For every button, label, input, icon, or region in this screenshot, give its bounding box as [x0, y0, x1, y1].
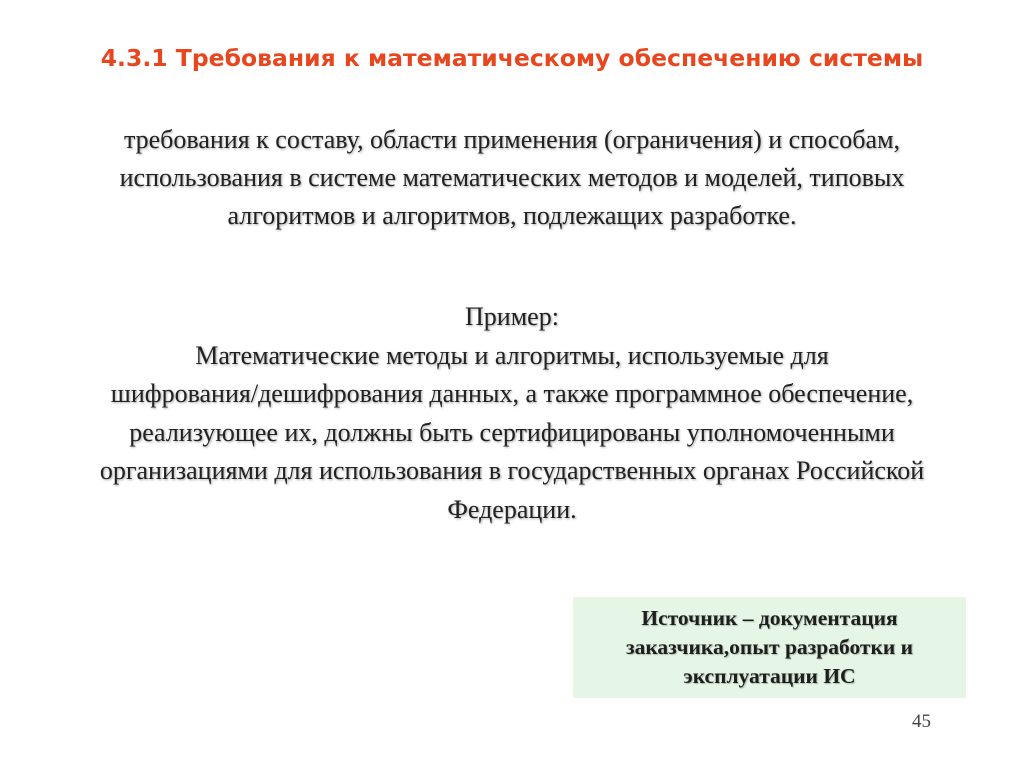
definition-line: требования к составу, области применения (ограничения) и способам, [123, 125, 901, 154]
source-line: Источник – документация [641, 606, 898, 630]
definition-text [0, 121, 1024, 235]
definition-line: алгоритмов и алгоритмов, подлежащих разработке. [227, 201, 797, 230]
example-line: Математические методы и алгоритмы, используемые для [195, 340, 829, 370]
example-line: Федерации. [447, 494, 577, 524]
example-line: реализующее их, должны быть сертифицированы уполномоченными [129, 417, 895, 447]
example-text [0, 298, 1024, 529]
source-line: эксплуатации ИС [683, 664, 856, 688]
source-line: заказчика,опыт разработки и [625, 635, 914, 659]
page-number: 45 [912, 711, 931, 732]
example-line: организациями для использования в государственных органах Российской [99, 456, 925, 485]
example-heading: Пример: [465, 302, 559, 331]
slide-title: 4.3.1 Требования к математическому обеспечению системы [100, 44, 924, 72]
example-line: шифрования/дешифрования данных, а также программное обеспечение, [110, 379, 914, 408]
definition-line: использования в системе математических методов и моделей, типовых [119, 163, 905, 192]
source-box [573, 597, 966, 698]
